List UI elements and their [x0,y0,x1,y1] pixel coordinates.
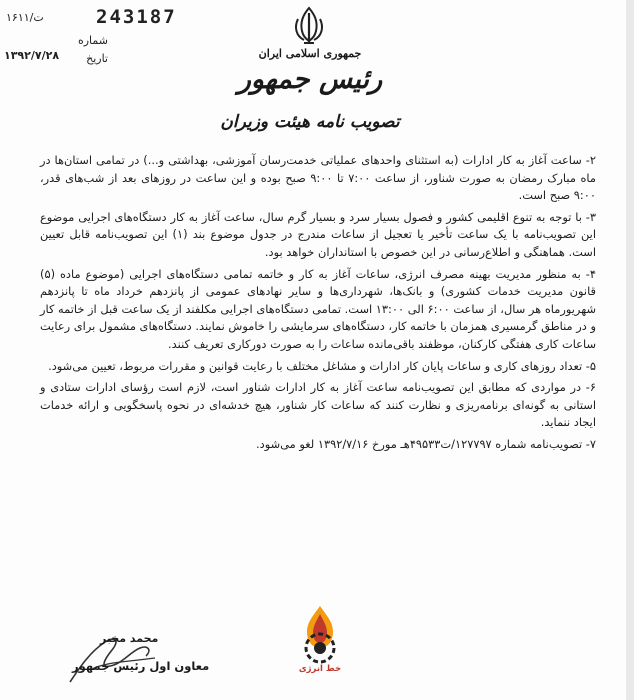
signatory-title: معاون اول رئیس جمهور [72,659,210,673]
republic-title: جمهوری اسلامی ایران [258,47,362,60]
emblem-icon [290,5,328,45]
paragraph-7: ۷- تصویب‌نامه شماره ۱۲۷۷۹۷/ت۴۹۵۳۳هـ مورخ ۱۳۹۲/۷/۱۶ لغو می‌شود. [256,436,596,451]
handwritten-signature [60,612,170,692]
paragraph-3: ۳- با توجه به تنوع اقلیمی کشور و فصول بسیار سرد و بسیار گرم سال، ساعت آغاز به کار دستگاه‌های اجرایی موضوع این تصویب‌نامه با یک ساعت تأخیر یا تعجیل از ساعات مندرج در جدول موضوع بند (۱) این تصویب‌نامه قابل تعیین است. هماهنگی و اطلاع‌رسانی در این خصوص با استانداران خواهد بود. [40,209,596,259]
president-title: رئیس جمهور [237,64,383,95]
date-value: ۱۳۹۲/۷/۲۸ [4,49,60,62]
paragraph-5: ۵- تعداد روزهای کاری و ساعات پایان کار ادارات و مشاغل مختلف با رعایت قوانین و مقررات مربوط، تعیین می‌شود. [48,358,596,373]
logo-caption: خط انرژی [298,664,342,674]
number-label: شماره [77,34,108,47]
date-label: تاریخ [86,52,108,65]
document-body [40,152,600,458]
document-prefix: ۱۶۱۱/ت [6,11,44,24]
document-number: 243187 [96,6,177,28]
page-edge [626,0,634,700]
paragraph-6: ۶- در مواردی که مطابق این تصویب‌نامه ساعت آغاز به کار ادارات شناور است، لازم است رؤسای ادارات ستادی و استانی به گونه‌ای برنامه‌ریزی و نظارت کنند که ساعات کار شناور، هیچ خدشه‌ای در نحوه پاسخگویی و ارائه خدمات ایجاد ننماید. [40,380,596,430]
signatory-name: محمد مخبر [100,632,159,645]
paragraph-4: ۴- به منظور مدیریت بهینه مصرف انرژی، ساعات آغاز به کار و خاتمه تمامی دستگاه‌های اجرایی (موضوع ماده (۵) قانون مدیریت خدمات کشوری) و بانک‌ها، شهرداری‌ها و سایر نهادهای عمومی از پانزدهم خرداد ماه تا پانزدهم شهریورماه هر سال، از ساعت ۶:۰۰ الی ۱۳:۰۰ است. تمامی دستگاه‌های اجرایی مکلفند از یک ساعت قبل از خاتمه کار و در مناطق گرمسیری همزمان با خاتمه کار، دستگاه‌های سرمایشی را خاموش نمایند. دستگاه‌های مشمول برای رعایت ساعات کاری هفتگی کارکنان، موظفند باقی‌مانده ساعات را به صورت دورکاری تعریف کنند. [40,266,596,351]
decree-subtitle: تصویب نامه هیئت وزیران [220,112,400,132]
paragraph-2: ۲- ساعت آغاز به کار ادارات (به استثنای واحدهای عملیاتی خدمت‌رسان آموزشی، بهداشتی و...) در تمامی استان‌ها در ماه مبارک رمضان به صورت شناور، از ساعت ۷:۰۰ تا ۹:۰۰ صبح بوده و این ساعت در روزهای بعد از شب‌های قدر، ۹:۰۰ صبح است. [40,153,596,203]
